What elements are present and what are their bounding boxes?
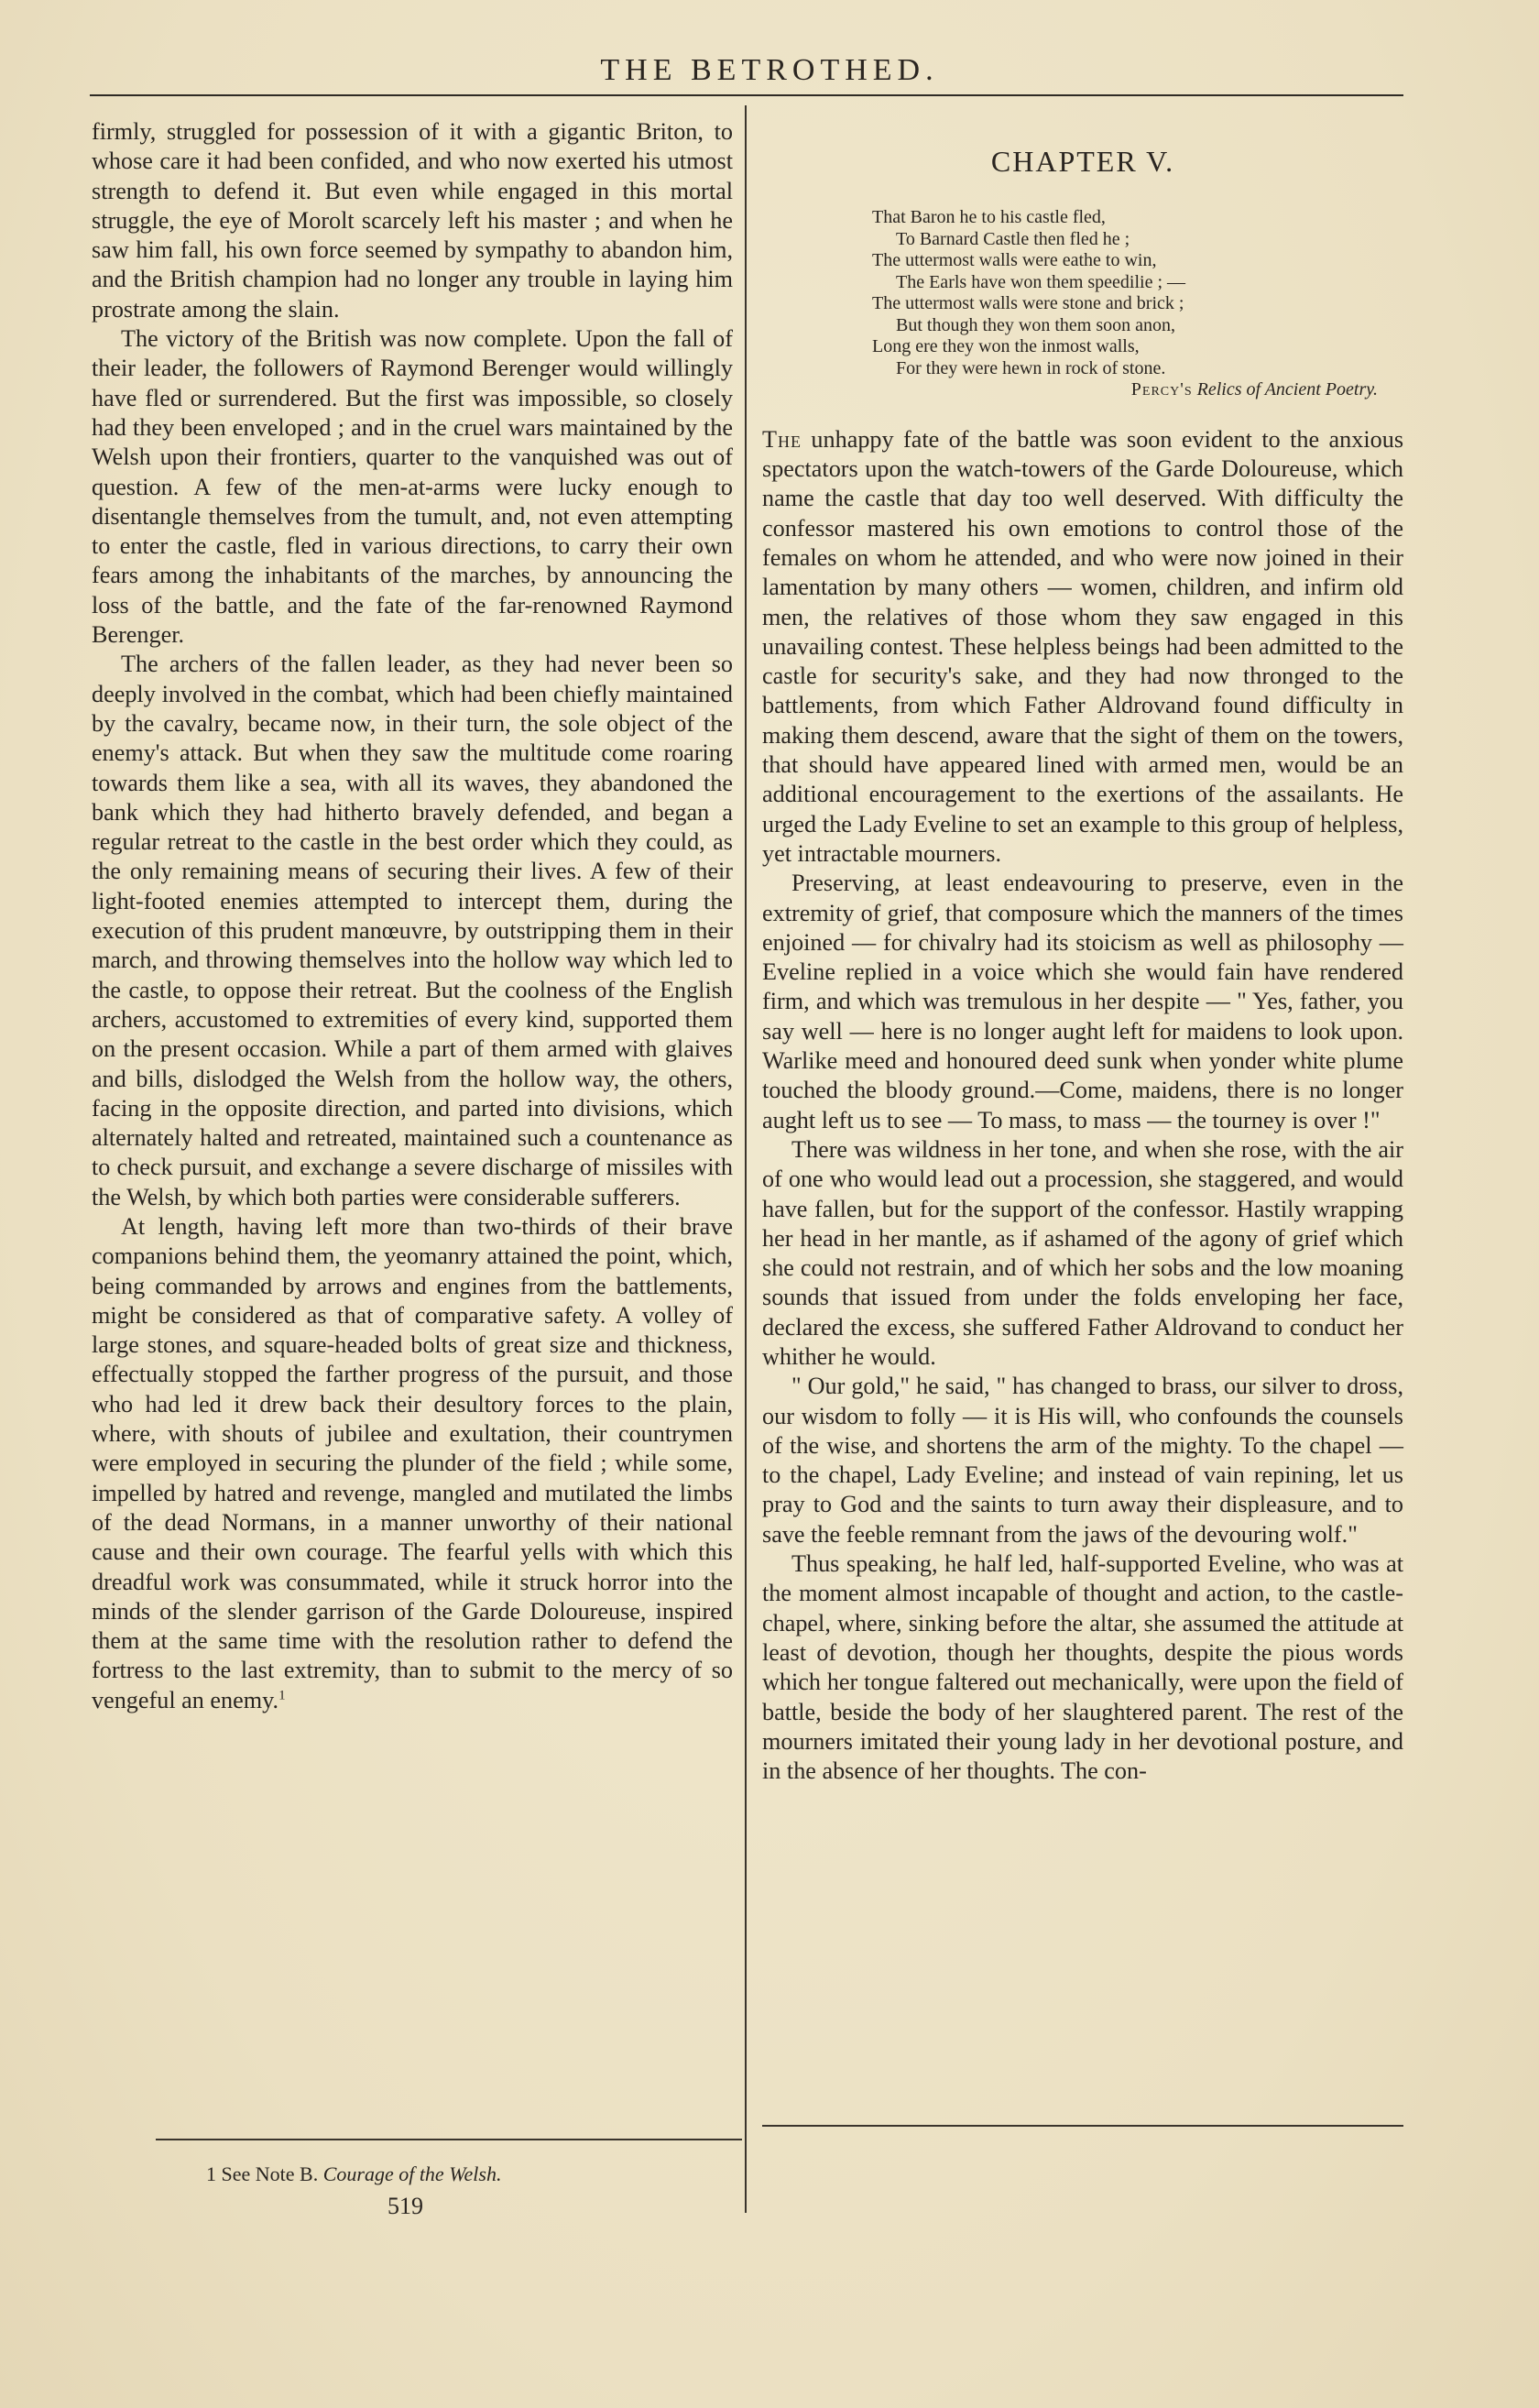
left-column xyxy=(92,117,733,1715)
right-column xyxy=(762,147,1403,1786)
running-head: THE BETROTHED. xyxy=(600,53,939,87)
right-paragraph-2: Preserving, at least endeavouring to preserve, even in the extremity of grief, that composure which the manners of the times enjoined — for chivalry had its stoicism as well as philosophy — Eveline replied in a voice which she would fain have rendered firm, and which was tremulous in her despite — " Yes, father, you say well — here is no longer aught left for maidens to look upon. Warlike meed and honoured deed sunk when yonder white plume touched the bloody ground.—Come, maidens, there is no longer aught left us to see — To mass, to mass — the tourney is over !" xyxy=(762,870,1403,1133)
epigraph-line: But though they won them soon anon, xyxy=(896,314,1175,335)
left-paragraph-1: firmly, struggled for possession of it with a gigantic Briton, to whose care it had been confided, and who now exerted his utmost strength to defend it. But even while engaged in this mortal struggle, the eye of Morolt scarcely left his master ; and when he saw him fall, his own force seemed by sympathy to abandon him, and the British champion had no longer any trouble in laying him prostrate among the slain. xyxy=(92,118,733,323)
right-paragraph-4: " Our gold," he said, " has changed to brass, our silver to dross, our wisdom to folly — it is His will, who confounds the counsels of the wise, and shortens the arm of the mighty. To the chapel — to the chapel, Lady Eveline; and instead of vain repining, let us pray to God and the saints to turn away their displeasure, and to save the feeble remnant from the jaws of the devouring wolf." xyxy=(762,1373,1403,1548)
left-paragraph-2: The victory of the British was now complete. Upon the fall of their leader, the followers of Raymond Berenger would willingly have fled or surrendered. But the first was impossible, so closely had they been enveloped ; and in the cruel wars maintained by the Welsh upon their frontiers, quarter to the vanquished was out of question. A few of the men-at-arms were lucky enough to disentangle themselves from the tumult, and, not even attempting to enter the castle, fled in various directions, to carry their own fears among the inhabitants of the marches, by announcing the loss of the battle, and the fate of the far-renowned Raymond Berenger. xyxy=(92,325,733,649)
left-paragraph-4 xyxy=(92,1212,733,1715)
page-number: 519 xyxy=(387,2193,423,2219)
epigraph-work: Relics of Ancient Poetry. xyxy=(1196,379,1378,400)
epigraph-line: The uttermost walls were stone and brick ; xyxy=(872,293,1184,314)
epigraph xyxy=(872,207,1403,401)
epigraph-line: The uttermost walls were eathe to win, xyxy=(872,250,1157,271)
epigraph-line: Long ere they won the inmost walls, xyxy=(872,336,1140,357)
right-paragraph-5: Thus speaking, he half led, half-supported Eveline, who was at the moment almost incapable of thought and action, to the castle-chapel, where, sinking before the altar, she assumed the attitude at least of devotion, though her thoughts, despite the pious words which her tongue faltered out mechanically, were upon the field of battle, beside the body of her slaughtered parent. The rest of the mourners imitated their young lady in her devotional posture, and in the absence of her thoughts. The con- xyxy=(762,1550,1403,1785)
column-divider xyxy=(745,105,747,2213)
left-paragraph-3: The archers of the fallen leader, as they had never been so deeply involved in the combat, which had been chiefly maintained by the cavalry, became now, in their turn, the sole object of the enemy's attack. But when they saw the multitude come roaring towards them like a sea, with all its waves, they abandoned the bank which they had hitherto bravely defended, and began a regular retreat to the castle in the best order which they could, as the only remaining means of securing their lives. A few of their light-footed enemies attempted to intercept them, during the execution of this prudent manœuvre, by outstripping them in their march, and throwing themselves into the hollow way which led to the castle, to oppose their retreat. But the coolness of the English archers, accustomed to extremities of every kind, supported them on the present occasion. While a part of them armed with glaives and bills, dislodged the Welsh from the hollow way, the others, facing in the opposite direction, and parted into divisions, which alternately halted and retreated, maintained such a countenance as to check pursuit, and exchange a severe discharge of missiles with the Welsh, by which both parties were considerable sufferers. xyxy=(92,651,733,1210)
epigraph-line: That Baron he to his castle fled, xyxy=(872,207,1106,228)
right-paragraph-1-text: unhappy fate of the battle was soon evident to the anxious spectators upon the watch-towers of the Garde Doloureuse, which name the castle that day too well deserved. With difficulty the confessor mastered his own emotions to control those of the females on whom he attended, and who were now joined in their lamentation by many others — women, children, and infirm old men, the relatives of those whom they saw engaged in this unavailing contest. These helpless beings had been admitted to the castle for security's sake, and they had now thronged to the battlements, from which Father Aldrovand found difficulty in making them descend, aware that the sight of them on the towers, that should have appeared lined with armed men, would be an additional encouragement to the exertions of the assailants. He urged the Lady Eveline to set an example to this group of helpless, yet intractable mourners. xyxy=(762,425,1404,867)
header-rule xyxy=(90,94,1403,96)
left-paragraph-4-text: At length, having left more than two-thirds of their brave companions behind them, the yeomanry attained the point, which, being commanded by arrows and engines from the battlements, might be considered as that of comparative safety. A volley of large stones, and square-headed bolts of great size and thickness, effectually stopped the farther progress of the pursuit, and those who had led it drew back their desultory forces to the plain, where, with shouts of jubilee and exultation, their countrymen were employed in securing the plunder of the field ; while some, impelled by hatred and revenge, mangled and mutilated the limbs of the dead Normans, in a manner unworthy of their national cause and their own courage. The fearful yells with which this dreadful work was consummated, while it struck horror into the minds of the slender garrison of the Garde Doloureuse, inspired them at the same time with the resolution rather to defend the fortress to the last extremity, than to submit to the mercy of so vengeful an enemy. xyxy=(92,1212,733,1713)
footnote-marker: 1 xyxy=(278,1688,286,1702)
right-column-bottom-rule xyxy=(762,2125,1403,2127)
epigraph-line: The Earls have won them speedilie ; — xyxy=(896,271,1186,292)
epigraph-line: For they were hewn in rock of stone. xyxy=(896,357,1166,378)
footnote-title: Courage of the Welsh. xyxy=(322,2162,502,2185)
epigraph-attribution xyxy=(872,379,1378,401)
epigraph-author: Percy's xyxy=(1130,379,1193,400)
footnote-rule xyxy=(156,2139,742,2140)
right-paragraph-1 xyxy=(762,425,1403,869)
footnote-prefix: 1 See Note B. xyxy=(206,2162,319,2185)
chapter-title: CHAPTER V. xyxy=(990,145,1175,178)
footnote xyxy=(206,2162,501,2186)
right-paragraph-3: There was wildness in her tone, and when she rose, with the air of one who would lead out a procession, she staggered, and would have fallen, but for the support of the confessor. Hastily wrapping her head in her mantle, as if ashamed of the agony of grief which she could not restrain, and of which her sobs and the low moaning sounds that issued from under the folds enveloping her face, declared the excess, she suffered Father Aldrovand to conduct her whither he would. xyxy=(762,1135,1403,1370)
chapter-first-word: The xyxy=(762,425,802,453)
epigraph-line: To Barnard Castle then fled he ; xyxy=(896,228,1130,249)
